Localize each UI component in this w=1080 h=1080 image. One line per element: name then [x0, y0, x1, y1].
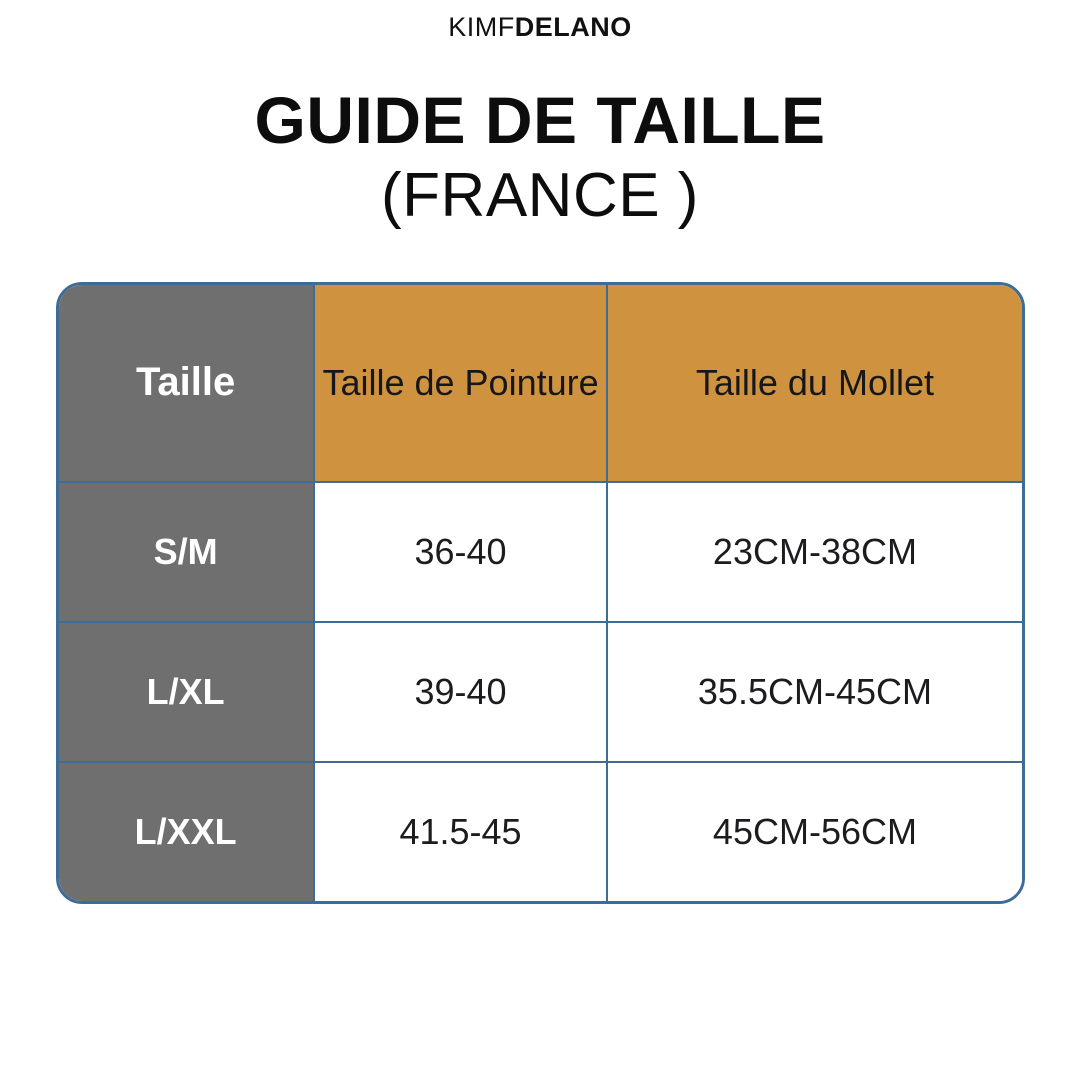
cell-calf-size: 45CM-56CM [607, 762, 1021, 901]
cell-shoe-size: 36-40 [314, 482, 608, 622]
column-header-shoe-size: Taille de Pointure [314, 285, 608, 482]
table-header-row [59, 285, 1022, 482]
table-row [59, 762, 1022, 901]
brand-logo [448, 12, 632, 43]
brand-name-light: KIMF [448, 12, 515, 42]
column-header-calf-size: Taille du Mollet [607, 285, 1021, 482]
cell-calf-size: 23CM-38CM [607, 482, 1021, 622]
table-header [59, 285, 1022, 482]
page-title-line2: (FRANCE ) [381, 161, 699, 231]
cell-size: L/XL [59, 622, 314, 762]
cell-calf-size: 35.5CM-45CM [607, 622, 1021, 762]
page-title [254, 83, 826, 231]
size-chart [56, 282, 1025, 904]
cell-size: S/M [59, 482, 314, 622]
cell-size: L/XXL [59, 762, 314, 901]
cell-shoe-size: 41.5-45 [314, 762, 608, 901]
column-header-size: Taille [59, 285, 314, 482]
page-title-line1: GUIDE DE TAILLE [254, 83, 826, 157]
brand-name-bold: DELANO [514, 12, 632, 42]
cell-shoe-size: 39-40 [314, 622, 608, 762]
table-row [59, 622, 1022, 762]
size-table [59, 285, 1022, 901]
table-row [59, 482, 1022, 622]
table-body [59, 482, 1022, 901]
